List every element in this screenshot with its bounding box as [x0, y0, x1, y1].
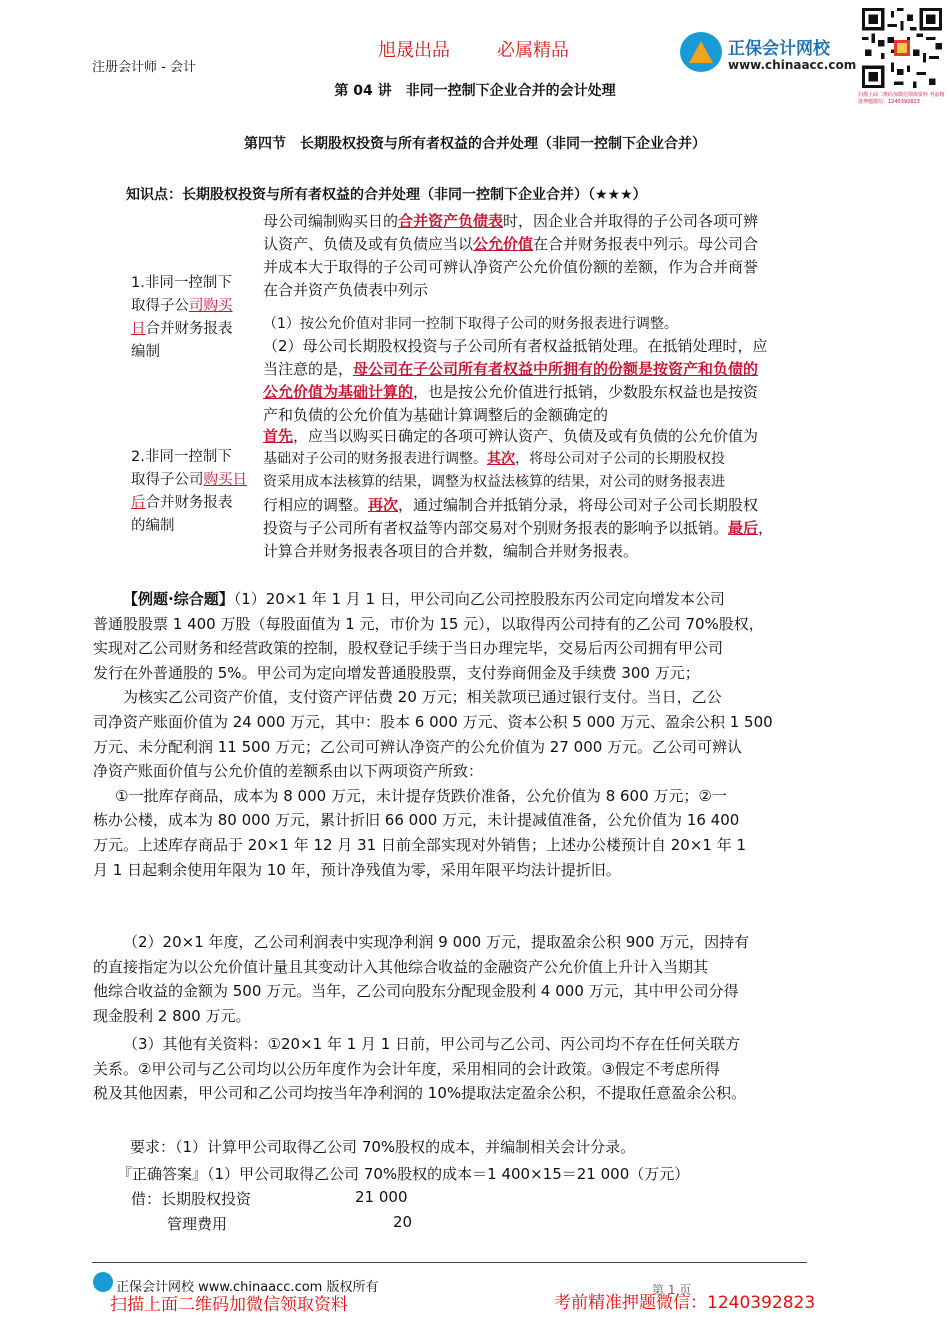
row2-label	[131, 446, 256, 538]
row1-p3-a: （2）母公司长期股权投资与子公司所有者权益抵销处理。在抵销处理时，应	[263, 337, 768, 355]
row2-content	[263, 425, 823, 563]
journal-debit-amount: 21 000	[355, 1188, 408, 1206]
brand-logo[interactable]	[680, 28, 857, 76]
example-l2: 普通股股票 1 400 万股（每股面值为 1 元，市价为 15 元），以取得丙公司持有的乙公司 70%股权，	[93, 614, 764, 633]
example-part2	[93, 930, 859, 1028]
journal-debit-label: 借：长期股权投资	[131, 1190, 252, 1208]
row1-label-a: 1.非同一控制下	[131, 275, 232, 291]
row1-label-d: 日	[131, 321, 146, 337]
example-l11: 万元。上述库存商品于 20×1 年 12 月 31 日前全部实现对外销售；上述办公楼预计自 20×1 年 1	[93, 835, 747, 854]
example-p2c: 他综合收益的金额为 500 万元。当年，乙公司向股东分配现金股利 4 000 万元，其中甲公司分得	[93, 982, 739, 1001]
row1-p3-f: 产和负债的公允价值为基础计算调整后的金额确定的	[263, 406, 609, 424]
example-p2b: 的直接指定为以公允价值计量且其变动计入其他综合收益的金融资产公允价值上升计入当期其	[93, 957, 709, 976]
footer-promo-left: 扫描上面二维码加微信领取资料	[110, 1295, 348, 1315]
answer: 『正确答案』（1）甲公司取得乙公司 70%股权的成本＝1 400×15＝21 000（万元）	[117, 1165, 690, 1183]
row1-label-e: 合并财务报表	[145, 321, 233, 337]
row2-label-a: 2.非同一控制下	[131, 449, 232, 465]
example-l12: 月 1 日起剩余使用年限为 10 年，预计净残值为零，采用年限平均法计提折旧。	[93, 860, 621, 879]
row2-label-d: 后	[131, 495, 146, 511]
row1-label-c: 司购买	[189, 298, 233, 314]
example-part1	[93, 587, 859, 882]
example-p3c: 税及其他因素，甲公司和乙公司均按当年净利润的 10%提取法定盈余公积，不提取任意盈余公积。	[93, 1084, 747, 1103]
second-step: 其次	[487, 451, 515, 467]
row1-label	[131, 272, 256, 364]
journal-expense-amount: 20	[393, 1213, 413, 1231]
footer-divider	[92, 1262, 807, 1263]
row2-t-f: 资采用成本法核算的结果，调整为权益法核算的结果，对公司的财务报表进	[263, 474, 725, 490]
example-l9: ①一批库存商品，成本为 8 000 万元，未计提存货跌价准备，公允价值为 8 600 万元；②一	[115, 786, 727, 805]
row2-label-e: 合并财务报表	[145, 495, 233, 511]
footer-promo-right: 考前精准押题微信：1240392823	[554, 1293, 816, 1313]
example-heading: 【例题·综合题】	[123, 590, 234, 608]
knowledge-point-title: 知识点：长期股权投资与所有者权益的合并处理（非同一控制下企业合并）（★★★）	[126, 187, 647, 203]
row1-p3-d: 公允价值为基础计算的	[263, 383, 414, 401]
logo-title: 正保会计网校	[728, 39, 830, 59]
row1-content	[263, 210, 823, 427]
row1-p1-h: 在合并资产负债表中列示	[263, 281, 429, 299]
section-title: 第四节 长期股权投资与所有者权益的合并处理（非同一控制下企业合并）	[244, 136, 706, 152]
row2-t-j: 投资与子公司所有者权益等内部交易对个别财务报表的影响予以抵销。	[263, 519, 729, 537]
third-step: 再次	[368, 496, 399, 514]
page-number: 第 1 页	[652, 1283, 692, 1297]
example-l8: 净资产账面价值与公允价值的差额系由以下两项资产所致：	[93, 762, 484, 781]
course-name: 注册会计师 - 会计	[92, 60, 196, 75]
logo-url: www.chinaacc.com	[728, 58, 857, 72]
example-l1: （1）20×1 年 1 月 1 日，甲公司向乙公司控股股东丙公司定向增发本公司	[233, 590, 725, 608]
requirement: 要求：（1）计算甲公司取得乙公司 70%股权的成本，并编制相关会计分录。	[130, 1138, 636, 1156]
slogan-right: 必属精品	[497, 40, 569, 61]
lecture-title: 第 04 讲 非同一控制下企业合并的会计处理	[334, 83, 616, 99]
footer-copyright: 正保会计网校 www.chinaacc.com 版权所有	[116, 1280, 379, 1295]
row1-p2: （1）按公允价值对非同一控制下取得子公司的财务报表进行调整。	[263, 316, 678, 332]
qr-code-icon	[862, 8, 942, 88]
example-p3a: （3）其他有关资料：①20×1 年 1 月 1 日前，甲公司与乙公司、丙公司均不存在任何关联方	[123, 1035, 741, 1053]
row2-t-m: 计算合并财务报表各项目的合并数，编制合并财务报表。	[263, 542, 639, 560]
last-step: 最后	[728, 519, 759, 537]
example-p2a: （2）20×1 年度，乙公司利润表中实现净利润 9 000 万元，提取盈余公积 900 万元，因持有	[123, 933, 750, 951]
slogan-left: 旭晟出品	[378, 40, 450, 61]
example-l10: 栋办公楼，成本为 80 000 万元，累计折旧 66 000 万元，未计提减值准备，公允价值为 16 400	[93, 811, 740, 830]
row1-p1-d: 认资产、负债及或有负债应当以	[263, 235, 474, 253]
example-l5: 为核实乙公司资产价值，支付资产评估费 20 万元；相关款项已通过银行支付。当日，乙公	[123, 688, 722, 707]
row1-p1-a: 母公司编制购买日的	[263, 212, 399, 230]
logo-icon	[680, 32, 722, 72]
example-l3: 实现对乙公司财务和经营政策的控制，股权登记手续于当日办理完毕，交易后丙公司拥有甲公司	[93, 639, 724, 658]
row2-t-e: ，将母公司对子公司的长期股权投	[515, 451, 725, 467]
example-l4: 发行在外普通股的 5%。甲公司为定向增发普通股股票，支付券商佣金及手续费 300 万元；	[93, 663, 700, 682]
example-p3b: 关系。②甲公司与乙公司均以公历年度作为会计年度，采用相同的会计政策。③假定不考虑所得	[93, 1059, 720, 1078]
example-p2d: 现金股利 2 800 万元。	[93, 1006, 251, 1025]
row2-t-c: 基础对子公司的财务报表进行调整。	[263, 451, 487, 467]
fair-value-emphasis: 公允价值	[473, 235, 534, 253]
journal-expense-label: 管理费用	[167, 1215, 228, 1233]
example-part3	[93, 1032, 859, 1106]
row2-t-l: ，	[758, 519, 774, 537]
row2-label-b: 取得子公司	[131, 472, 204, 488]
row1-p3-e: ，也是按公允价值进行抵销，少数股东权益也是按资	[413, 383, 759, 401]
row2-t-b: ，应当以购买日确定的各项可辨认资产、负债及或有负债的公允价值为	[293, 427, 759, 445]
row2-label-c: 购买日	[203, 472, 247, 488]
row2-t-g: 行相应的调整。	[263, 496, 369, 514]
row1-p3-c: 母公司在子公司所有者权益中所拥有的份额是按资产和负债的	[353, 360, 759, 378]
qr-caption: 扫描上面二维码加微信领取资料 考前精准押题微信：1240392823	[858, 92, 945, 105]
row1-p3-b: 当注意的是，	[263, 360, 354, 378]
example-l6: 司净资产账面价值为 24 000 万元，其中：股本 6 000 万元、资本公积 5 000 万元、盈余公积 1 500	[93, 712, 773, 731]
row1-p1-g: 并成本大于取得的子公司可辨认净资产公允价值份额的差额，作为合并商誉	[263, 258, 759, 276]
row1-p1-c: 时，因企业合并取得的子公司各项可辨	[503, 212, 759, 230]
consolidated-balance-sheet: 合并资产负债表	[398, 212, 504, 230]
row1-p1-f: 在合并财务报表中列示。母公司合	[533, 235, 759, 253]
row2-label-f: 的编制	[131, 518, 175, 534]
row2-t-i: ，通过编制合并抵销分录，将母公司对子公司长期股权	[398, 496, 759, 514]
footer-logo-icon	[93, 1272, 113, 1292]
first-step: 首先	[263, 427, 294, 445]
row1-label-f: 编制	[131, 344, 160, 360]
example-l7: 万元、未分配利润 11 500 万元；乙公司可辨认净资产的公允价值为 27 000 万元。乙公司可辨认	[93, 737, 743, 756]
row1-label-b: 取得子公	[131, 298, 189, 314]
